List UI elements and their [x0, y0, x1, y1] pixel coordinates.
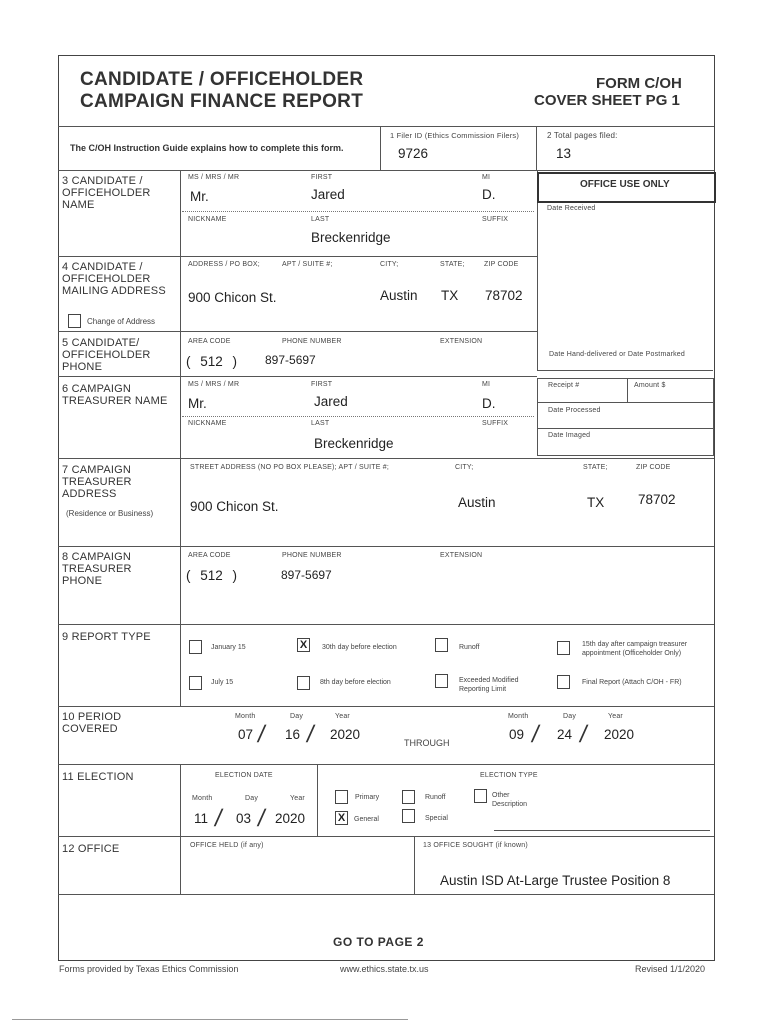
election-month[interactable]: 11 [194, 811, 209, 826]
form-id: FORM C/OH [596, 75, 682, 92]
election-day[interactable]: 03 [236, 811, 252, 826]
candidate-title[interactable]: Mr. [190, 189, 209, 204]
exceeded-checkbox[interactable] [435, 674, 448, 688]
period-to-year[interactable]: 2020 [604, 727, 635, 742]
day8-checkbox[interactable] [297, 676, 310, 690]
treasurer-area-code[interactable]: ( 512 ) [186, 568, 238, 583]
treasurer-first[interactable]: Jared [314, 394, 348, 409]
day30-checkbox[interactable]: X [297, 638, 310, 652]
day15-checkbox[interactable] [557, 641, 570, 655]
jan15-checkbox[interactable] [189, 640, 202, 654]
section-12-title: 12 OFFICE [62, 843, 120, 855]
footer-site: www.ethics.state.tx.us [340, 964, 429, 974]
office-sought-value[interactable]: Austin ISD At-Large Trustee Position 8 [440, 873, 671, 888]
candidate-area-code[interactable]: ( 512 ) [186, 354, 238, 369]
change-of-address-label: Change of Address [87, 317, 156, 326]
cover-sheet-label: COVER SHEET PG 1 [534, 92, 680, 109]
bottom-rule [12, 1019, 408, 1020]
general-checkbox[interactable]: X [335, 811, 348, 825]
filer-id-value[interactable]: 9726 [398, 146, 429, 161]
candidate-zip[interactable]: 78702 [485, 288, 523, 303]
candidate-state[interactable]: TX [441, 288, 459, 303]
receipt-box [537, 378, 714, 456]
election-runoff-checkbox[interactable] [402, 790, 415, 804]
total-pages-label: 2 Total pages filed: [547, 131, 618, 140]
treasurer-street[interactable]: 900 Chicon St. [190, 499, 279, 514]
section-4-title: 4 CANDIDATE / OFFICEHOLDER MAILING ADDRESS [62, 261, 166, 297]
total-pages-value[interactable]: 13 [556, 146, 572, 161]
section-10-title: 10 PERIOD COVERED [62, 711, 122, 735]
form-title-line1: CANDIDATE / OFFICEHOLDER [80, 69, 364, 90]
election-year[interactable]: 2020 [275, 811, 306, 826]
go-to-page-2: GO TO PAGE 2 [333, 935, 424, 949]
date-separator: / [304, 721, 317, 748]
date-separator: / [255, 721, 268, 748]
treasurer-state[interactable]: TX [587, 495, 605, 510]
section-3-title: 3 CANDIDATE / OFFICEHOLDER NAME [62, 175, 151, 211]
candidate-phone-number[interactable]: 897-5697 [265, 353, 316, 367]
date-separator: / [529, 721, 542, 748]
special-checkbox[interactable] [402, 809, 415, 823]
candidate-city[interactable]: Austin [380, 288, 418, 303]
office-use-title: OFFICE USE ONLY [580, 179, 670, 190]
period-to-day[interactable]: 24 [557, 727, 573, 742]
other-checkbox[interactable] [474, 789, 487, 803]
date-separator: / [255, 805, 268, 832]
candidate-last[interactable]: Breckenridge [311, 230, 391, 245]
primary-checkbox[interactable] [335, 790, 348, 804]
candidate-first[interactable]: Jared [311, 187, 345, 202]
jul15-checkbox[interactable] [189, 676, 202, 690]
section-5-title: 5 CANDIDATE/ OFFICEHOLDER PHONE [62, 337, 151, 373]
instructions: The C/OH Instruction Guide explains how to complete this form. [70, 143, 344, 153]
period-from-year[interactable]: 2020 [330, 727, 361, 742]
change-of-address-checkbox[interactable] [68, 314, 81, 328]
candidate-mi[interactable]: D. [482, 187, 496, 202]
section-9-title: 9 REPORT TYPE [62, 631, 151, 643]
final-report-checkbox[interactable] [557, 675, 570, 689]
section-7-sub: (Residence or Business) [66, 509, 154, 518]
form-title-line2: CAMPAIGN FINANCE REPORT [80, 91, 364, 112]
other-description-line [494, 830, 710, 831]
date-separator: / [212, 805, 225, 832]
candidate-street[interactable]: 900 Chicon St. [188, 290, 277, 305]
section-11-title: 11 ELECTION [62, 771, 134, 783]
section-8-title: 8 CAMPAIGN TREASURER PHONE [62, 551, 132, 587]
treasurer-mi[interactable]: D. [482, 396, 496, 411]
period-to-month[interactable]: 09 [509, 727, 525, 742]
treasurer-city[interactable]: Austin [458, 495, 496, 510]
filer-id-label: 1 Filer ID (Ethics Commission Filers) [390, 131, 520, 140]
period-from-day[interactable]: 16 [285, 727, 301, 742]
treasurer-phone-number[interactable]: 897-5697 [281, 568, 332, 582]
treasurer-zip[interactable]: 78702 [638, 492, 676, 507]
date-separator: / [577, 721, 590, 748]
treasurer-last[interactable]: Breckenridge [314, 436, 394, 451]
footer-provided: Forms provided by Texas Ethics Commission [59, 964, 239, 974]
through-label: THROUGH [404, 738, 450, 748]
section-6-title: 6 CAMPAIGN TREASURER NAME [62, 383, 168, 407]
footer-revised: Revised 1/1/2020 [635, 964, 706, 974]
period-from-month[interactable]: 07 [238, 727, 254, 742]
section-7-title: 7 CAMPAIGN TREASURER ADDRESS [62, 464, 132, 500]
treasurer-title[interactable]: Mr. [188, 396, 207, 411]
runoff-checkbox[interactable] [435, 638, 448, 652]
